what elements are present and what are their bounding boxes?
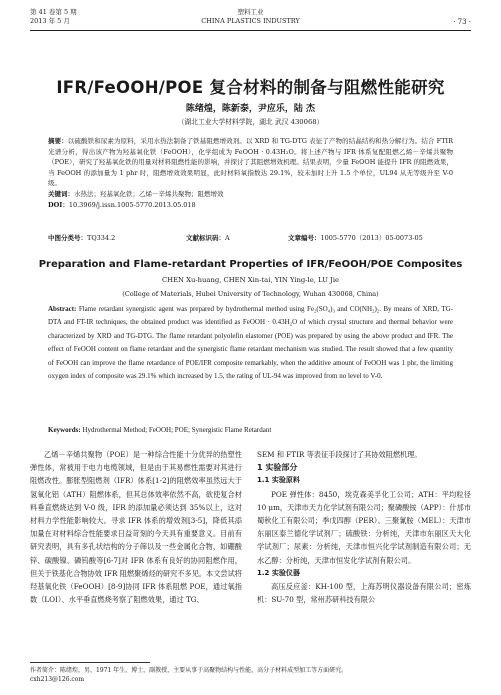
abstract-cn-text: 以硫酸铁和尿素为原料，采用水热法制备了铁基阻燃增效剂。以 XRD 和 TG-DTG 表征了产物的结晶结构和热分解行为。结合 FTIR 光谱分析，得出该产物为羟基氧化铁（FeOOH），化学组成为 FeOOH · 0.43H₂O。将上述产物与 IFR 体系复配阻燃乙烯－辛烯共聚物（POE），研究了羟基氧化铁的用量对材料阻燃性能的影响，并探讨了其阻燃增效机理。结果表明，少量 FeOOH 能提升 IFR 的阻燃效果，当 FeOOH 的添加量为 1 phr 时，阻燃增效效果明显，此时材料氧指数达 29.1%，较未加时上升 1.5 个单位，UL94 从无等级升至 V-0 级。	[48, 137, 453, 188]
doi-line	[48, 200, 453, 211]
header-rule	[30, 30, 471, 31]
doc-value: A	[225, 234, 230, 242]
instruments-paragraph: 高压反应釜：KH-100 型，上海苏明仪器设备有限公司；密炼机：SU-70 型，常州苏研科技有限公	[257, 582, 471, 605]
intro-paragraph: 乙烯－辛烯共聚物（POE）是一种综合性能十分优异的热塑性弹性体，常被用于电力电缆领域，但是由于其易燃性需要对其进行阻燃改性。膨胀型阻燃剂（IFR）体系[1-2]的阻燃效率虽然远大于氢氧化铝（ATH）阻燃体系，但其总体效率依然不高，欲使复合材料垂直燃烧达到 V-0 级，IFR 的添加量必须达到 35%以上，这对材料力学性能影响较大。寻求 IFR 体系的增效剂[3-5]，降低其添加量在对材料综合性能要求日益苛刻的今天具有重要意义。目前有研究表明，具有多孔状结构的分子筛以及一些金属化合物，如硼酸锌、碳酸镍、磷钨酸等[6-7]对 IFR 体系有良好的协同阻燃作用，但关于铁基化合物协效 IFR 阻燃聚烯烃的研究不多见。本文尝试将羟基氧化铁（FeOOH）[8-9]协同 IFR 体系阻燃 POE，通过氧指数（LOI）、水平垂直燃烧考察了阻燃效果，通过 TG、	[30, 450, 242, 605]
section-heading: 1 实验部分	[257, 463, 298, 473]
journal-name-en: CHINA PLASTICS INDUSTRY	[201, 17, 300, 25]
journal-name-cn: 塑料工业	[237, 8, 264, 16]
doi-label: DOI：	[48, 200, 69, 209]
art-label: 文章编号：	[288, 234, 321, 242]
abstract-cn-label: 摘要：	[48, 137, 68, 145]
english-keywords	[48, 426, 453, 434]
author-bio: 作者简介：陈绪煌，男，1971 年生，博士，副教授，主要从事于高聚物结构与性能，高分子材料成型加工等方面研究。	[30, 667, 348, 674]
keywords-cn-text: 水热法；羟基氧化铁；乙烯－辛烯共聚物；阻燃增效	[74, 189, 224, 198]
en-abstract-label: Abstract:	[48, 305, 77, 313]
art-value: 1005-5770（2013）05-0073-05	[320, 234, 423, 242]
running-header	[30, 8, 471, 38]
body-column-left	[30, 448, 242, 606]
affiliation: （湖北工业大学材料学院，湖北 武汉 430068）	[177, 118, 324, 126]
en-keywords-label: Keywords:	[48, 426, 81, 434]
doi-value: 10.3969/j.issn.1005-5770.2013.05.018	[68, 200, 196, 209]
en-keywords-text: Hydrothermal Method; FeOOH; POE; Synergistic Flame Retardant	[82, 426, 272, 434]
clc-value: TQ334.2	[87, 234, 116, 242]
doc-label: 文献标识码：	[186, 234, 225, 242]
author-list: 陈绪煌，陈新泰，尹应乐，陆 杰	[185, 104, 316, 114]
paper-title: IFR/FeOOH/POE 复合材料的制备与阻燃性能研究	[56, 78, 445, 97]
english-abstract	[48, 303, 453, 383]
issue-number: 第 41 卷第 5 期	[30, 8, 77, 16]
clc-code	[48, 233, 115, 242]
intro-paragraph-tail: SEM 和 FTIR 等表征手段探讨了其协效阻燃机理。	[257, 450, 422, 459]
materials-paragraph: POE 弹性体：8450，埃克森美孚化工公司；ATH：平均粒径 10 μm，天津市天力化学试剂有限公司；聚磷酸铵（APP）：什邡市蜀秋化工有限公司；季戊四醇（PER）、三聚氰胺（MEL）：天津市东丽区泰兰德化学试剂厂；硫酸铁：分析纯，天津市东丽区天大化学试剂厂；尿素：分析纯，天津市恒兴化学试剂制造有限公司；无水乙醇：分析纯，天津市恒发化学试剂有限公司。	[257, 489, 471, 565]
clc-label: 中图分类号：	[48, 234, 87, 242]
subsection-heading-instruments: 1.2 实验仪器	[257, 568, 300, 577]
english-authors: CHEN Xu-huang, CHEN Xin-tai, YIN Ying-le, LU Jie	[161, 276, 340, 284]
subsection-heading-materials: 1.1 实验原料	[257, 476, 300, 485]
author-email: cxh213@126.com	[30, 676, 85, 683]
footnote	[30, 666, 471, 684]
abstract-cn	[48, 136, 453, 189]
article-number	[288, 233, 423, 242]
body-column-right	[257, 448, 471, 606]
issue-date: 2013 年 5 月	[30, 17, 70, 25]
english-title: Preparation and Flame-retardant Properties of IFR/FeOOH/POE Composites	[38, 259, 463, 270]
journal-name	[30, 8, 471, 26]
page-number: · 73 ·	[453, 18, 471, 26]
english-affiliation: (College of Materials, Hubei University of Technology, Wuhan 430068, China)	[122, 290, 379, 298]
doc-code	[186, 233, 230, 242]
footnote-rule	[30, 662, 150, 663]
keywords-cn	[48, 189, 453, 200]
keywords-cn-label: 关键词：	[48, 189, 74, 198]
en-abstract-text: Flame retardant synergistic agent was prepared by hydrothermal method using Fe₂(SO₄)₃ and CO(NH₂)₂. By means of XRD, TG-DTA and FT-IR techniques, the obtained product was identified as FeOOH · 0.43H₂O of which crystal structure and thermal behavior were characterized by XRD and TG-DTG. The flame retardant polyolefin elastomer (POE) was prepared by using the above product and IFR. The effect of FeOOH content on flame retardant and the synergistic flame retardant mechanism was studied. The result showed that a few quantity of FeOOH can improve the flame retardance of POE/IFR composite remarkably, when the additive amount of FeOOH was 1 phr, the limiting oxygen index of composite was 29.1% which increased by 1.5, the rating of UL-94 was improved from no level to V-0.	[48, 305, 453, 381]
chinese-abstract-block	[48, 136, 453, 210]
